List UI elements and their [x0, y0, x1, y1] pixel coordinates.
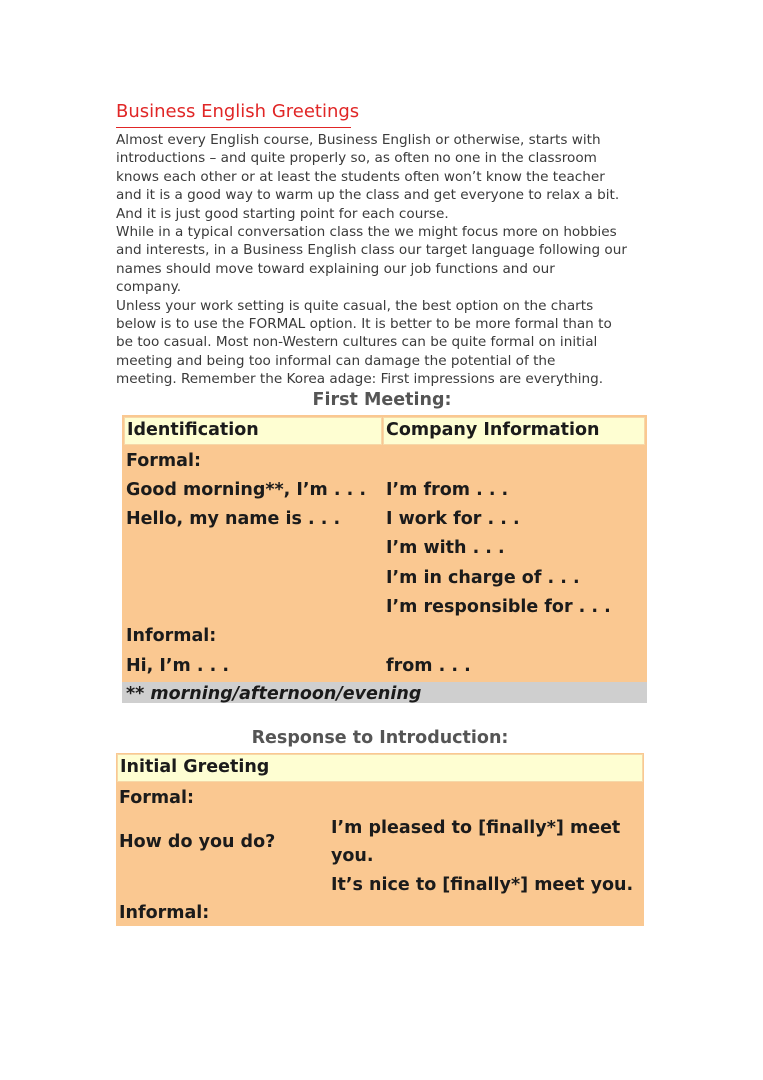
response-line: It’s nice to [finally*] meet you. — [331, 875, 634, 895]
greeting-question: How do you do? — [119, 832, 276, 852]
body-line: Unless your work setting is quite casual, the best option on the charts — [116, 297, 594, 314]
body-line: And it is just good starting point for each course. — [116, 205, 449, 222]
response-title: Response to Introduction: — [251, 728, 509, 748]
informal-phrase: Hi, I’m . . . — [126, 656, 230, 676]
identification-header-cell — [124, 417, 382, 445]
formal-phrase: Good morning**, I’m . . . — [126, 480, 367, 500]
body-line: be too casual. Most non-Western cultures can be quite formal on initial — [116, 334, 598, 351]
body-line: While in a typical conversation class the we might focus more on hobbies — [116, 224, 617, 241]
company-phrase: I’m responsible for . . . — [386, 597, 611, 617]
body-line: knows each other or at least the students often won’t know the teacher — [116, 168, 605, 185]
body-line: meeting and being too informal can damage the potential of the — [116, 352, 556, 369]
body-line: company. — [116, 279, 182, 296]
formal-phrase: Hello, my name is . . . — [126, 509, 341, 529]
formal-label: Formal: — [119, 788, 194, 808]
body-line: and it is a good way to warm up the class and get everyone to relax a bit. — [116, 187, 620, 204]
body-line: introductions – and quite properly so, as often no one in the classroom — [116, 150, 597, 167]
company-phrase: I’m with . . . — [386, 538, 505, 558]
company-info-header: Company Information — [386, 420, 600, 440]
company-info-header-cell — [383, 417, 645, 445]
identification-header: Identification — [127, 420, 259, 440]
informal-label: Informal: — [126, 626, 217, 646]
body-line: below is to use the FORMAL option. It is better to be more formal than to — [116, 316, 612, 333]
response-line: I’m pleased to [finally*] meet — [331, 818, 621, 838]
initial-greeting-header-cell — [117, 754, 643, 782]
formal-label: Formal: — [126, 451, 201, 471]
body-line: names should move toward explaining our job functions and our — [116, 260, 555, 277]
first-meeting-title: First Meeting: — [312, 390, 452, 410]
company-phrase: I work for . . . — [386, 509, 520, 529]
company-phrase: I’m in charge of . . . — [386, 568, 580, 588]
response-line: you. — [331, 846, 374, 866]
body-line: Almost every English course, Business English or otherwise, starts with — [116, 132, 601, 148]
article-title: Business English Greetings — [116, 101, 351, 128]
footnote: ** morning/afternoon/evening — [126, 684, 422, 703]
article-body — [116, 131, 636, 389]
response-table — [116, 753, 644, 926]
body-line: meeting. Remember the Korea adage: First impressions are everything. — [116, 371, 604, 388]
informal-company-phrase: from . . . — [386, 656, 471, 676]
body-line: and interests, in a Business English class our target language following our — [116, 242, 627, 259]
first-meeting-table — [122, 415, 647, 703]
informal-label: Informal: — [119, 903, 210, 923]
initial-greeting-header: Initial Greeting — [120, 757, 270, 777]
footnote-row — [122, 682, 647, 703]
company-phrase: I’m from . . . — [386, 480, 509, 500]
